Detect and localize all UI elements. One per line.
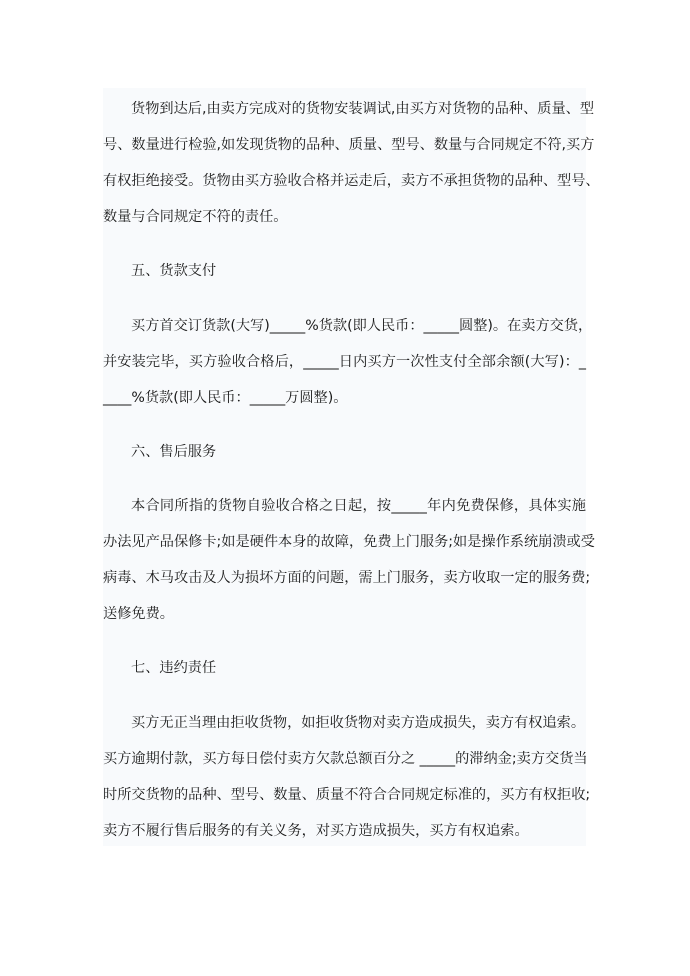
paragraph-payment-line-2: 并安装完毕，买方验收合格后，_____日内买方一次性支付全部余额(大写)：_ xyxy=(103,354,586,370)
paragraph-service-line-1: 本合同所指的货物自验收合格之日起，按_____年内免费保修，具体实施 xyxy=(131,498,586,514)
section-heading-payment: 五、货款支付 xyxy=(131,263,217,279)
paragraph-payment-line-3: ____%货款(即人民币：_____万圆整)。 xyxy=(103,390,348,406)
paragraph-service-line-2: 办法见产品保修卡;如是硬件本身的故障，免费上门服务;如是操作系统崩溃或受 xyxy=(103,534,595,550)
section-heading-breach: 七、违约责任 xyxy=(131,660,217,676)
paragraph-breach-line-4: 卖方不履行售后服务的有关义务，对买方造成损失，买方有权追索。 xyxy=(103,823,529,839)
section-heading-after-sales: 六、售后服务 xyxy=(131,444,217,460)
paragraph-service-line-4: 送修免费。 xyxy=(103,606,174,622)
paragraph-service-line-3: 病毒、木马攻击及人为损坏方面的问题，需上门服务，卖方收取一定的服务费; xyxy=(103,570,591,586)
paragraph-delivery-line-4: 数量与合同规定不符的责任。 xyxy=(103,209,288,225)
paragraph-delivery-line-1: 货物到达后,由卖方完成对的货物安装调试,由买方对货物的品种、质量、型 xyxy=(131,101,595,117)
paragraph-breach-line-1: 买方无正当理由拒收货物，如拒收货物对卖方造成损失，卖方有权追索。 xyxy=(131,715,586,731)
contract-text-block xyxy=(103,88,600,846)
paragraph-breach-line-3: 时所交货物的品种、型号、数量、质量不符合合同规定标准的，买方有权拒收; xyxy=(103,787,591,803)
paragraph-delivery-line-3: 有权拒绝接受。货物由买方验收合格并运走后，卖方不承担货物的品种、型号、 xyxy=(103,173,600,189)
paragraph-breach-line-2: 买方逾期付款，买方每日偿付卖方欠款总额百分之 _____的滞纳金;卖方交货当 xyxy=(103,751,588,767)
paragraph-delivery-line-2: 号、数量进行检验,如发现货物的品种、质量、型号、数量与合同规定不符,买方 xyxy=(103,137,595,153)
paragraph-payment-line-1: 买方首交订货款(大写)_____%货款(即人民币：_____圆整)。在卖方交货， xyxy=(131,318,593,334)
